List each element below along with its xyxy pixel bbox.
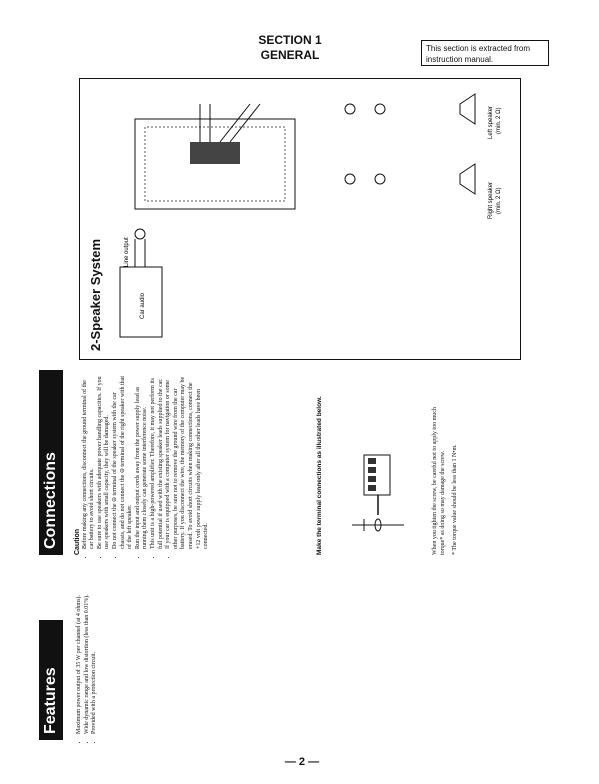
speaker-terminals: [190, 142, 240, 164]
extract-note-text: This section is extracted from instruction manual.: [426, 44, 531, 64]
features-item-1: • Maximum power output of 35 W per channel (at 4 ohms).: [76, 590, 84, 734]
right-speaker-impedance: (min. 2 Ω): [496, 187, 502, 214]
connections-tab-heading: [39, 370, 63, 555]
connections-title: Connections: [42, 452, 59, 549]
features-list: [76, 590, 99, 740]
caution-item-3: • Do not connect the ⊖ terminal of the speaker system with the car chassis, and do not connect the ⊖ terminal of the right speaker with that of the left speaker.: [112, 375, 135, 549]
page-number: — 2 —: [284, 756, 320, 768]
caution-title: Caution: [74, 528, 81, 555]
wiring-diagram: [80, 79, 520, 359]
features-title: Features: [42, 667, 59, 734]
features-item-2: • Wide dynamic range and low distortion (less than 0.01%).: [84, 590, 92, 734]
rca-plug-icon: [135, 229, 145, 239]
caution-item-6: • If your car is equipped with a computer system for navigation or some other purposes, be sure not to remove the ground wire from the car battery. If you disconnect the wire, the memory of the computer may be erased. To avoid short circuits when making connections, connect the +12 volt power supply lead only after all the other leads have been connected.: [165, 375, 211, 549]
terminal-screw-illustration: [344, 445, 414, 535]
caution-item-4: • Run the input and output cords away from the power supply lead as running them closely can generate some interference noise.: [135, 375, 150, 549]
caution-item-1: • Before making any connections, disconnect the ground terminal of the car battery to avoid short circuits.: [82, 375, 97, 549]
section-heading: [230, 33, 350, 63]
extract-note-box: [421, 40, 549, 66]
section-number: SECTION 1: [258, 33, 322, 47]
terminal-heading: Make the terminal connections as illustrated below.: [316, 396, 323, 555]
caution-block: [74, 375, 211, 555]
right-speaker-label: Right speaker: [488, 181, 494, 219]
left-speaker-label: Left speaker: [488, 105, 494, 139]
two-speaker-diagram: [79, 78, 521, 360]
section-title: GENERAL: [260, 48, 320, 62]
torque-note: * The torque value should be less than 1 N•m.: [452, 444, 459, 555]
car-audio-label: Car audio: [140, 292, 146, 319]
screw-warning: When you tighten the screw, be careful not to apply too much torque* as doing so may damage the screw.: [432, 407, 446, 555]
features-item-3: • Provided with a protection circuit.: [91, 590, 99, 734]
diagram-title: 2-Speaker System: [88, 238, 103, 351]
left-speaker-impedance: (min. 2 Ω): [496, 107, 502, 134]
rotated-manual-content: [34, 75, 529, 745]
features-tab-heading: [39, 620, 63, 740]
screw-warning-block: [432, 405, 460, 555]
left-speaker-icon: [460, 94, 475, 124]
caution-item-5: • This unit is a high-powered amplifier. Therefore, it may not perform its full potential if used with the existing speaker leads supplied to the car.: [150, 375, 165, 549]
caution-item-2: • Be sure to use speakers with adequate power handling capacities. If you use speakers with small capacity, they will be damaged.: [97, 375, 112, 549]
right-speaker-icon: [460, 164, 475, 194]
line-output-label: Line output: [124, 237, 130, 267]
manual-page: [34, 75, 529, 745]
